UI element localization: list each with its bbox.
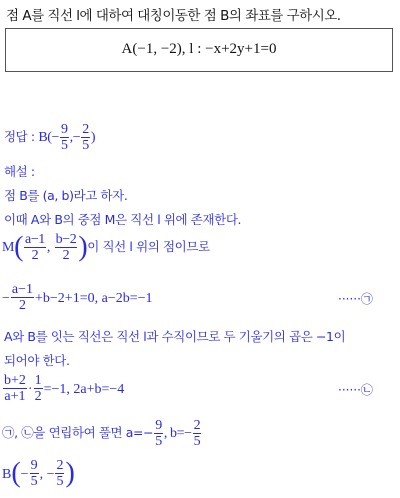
given-equation: A(−1, −2), l : −x+2y+1=0 (121, 41, 277, 57)
solution-line-5: ㉠, ㉡을 연립하여 풀면 a=− $\frac{9}{5}$ , b=− $\frac{2}{5}$ (2, 418, 201, 449)
answer-x-fraction: $\frac{9}{5}$ (61, 122, 68, 153)
solution-line-2: 이때 A와 B의 중점 M은 직선 l 위에 존재한다. (4, 212, 242, 227)
midpoint-x-fraction: $\frac{a-1}{2}$ (25, 232, 45, 263)
a-value-fraction: $\frac{9}{5}$ (155, 418, 162, 449)
equation-2: $\frac{b+2}{a+1}$ · $\frac{1}{2}$ =−1, 2a+b=−4 (4, 373, 125, 404)
problem-statement: 점 A를 직선 l에 대하여 대칭이동한 점 B의 좌표를 구하시오. (6, 8, 341, 24)
eq2-fraction-2: $\frac{1}{2}$ (34, 373, 42, 404)
solution-line-4: 되어야 한다. (4, 353, 70, 368)
given-box (5, 28, 393, 72)
answer-line: 정답 : B(− $\frac{9}{5}$ ,− $\frac{2}{5}$ ) (4, 122, 96, 153)
midpoint-y-fraction: $\frac{b-2}{2}$ (55, 232, 77, 263)
midpoint-line: M( $\frac{a-1}{2}$ , $\frac{b-2}{2}$ )이 직선 l 위의 점이므로 (2, 231, 210, 263)
answer-y-fraction: $\frac{2}{5}$ (82, 122, 89, 153)
equation-1: − $\frac{a-1}{2}$ +b−2+1=0, a−2b=−1 (2, 282, 153, 313)
solution-heading: 해설 : (4, 164, 35, 179)
eq1-fraction: $\frac{a-1}{2}$ (11, 282, 34, 313)
equation-2-tag: ······㉡ (338, 383, 373, 397)
final-x-fraction: $\frac{9}{5}$ (30, 458, 38, 489)
final-y-fraction: $\frac{2}{5}$ (56, 458, 64, 489)
b-value-fraction: $\frac{2}{5}$ (193, 418, 201, 449)
solution-line-1: 점 B를 (a, b)라고 하자. (4, 188, 128, 203)
answer-label: 정답 : (4, 129, 35, 144)
eq2-fraction-1: $\frac{b+2}{a+1}$ (4, 373, 26, 404)
final-answer: B(− $\frac{9}{5}$ , − $\frac{2}{5}$ ) (2, 457, 75, 489)
solution-line-3: A와 B를 잇는 직선은 직선 l과 수직이므로 두 기울기의 곱은 −1이 (4, 329, 346, 344)
equation-1-tag: ······㉠ (338, 292, 373, 306)
